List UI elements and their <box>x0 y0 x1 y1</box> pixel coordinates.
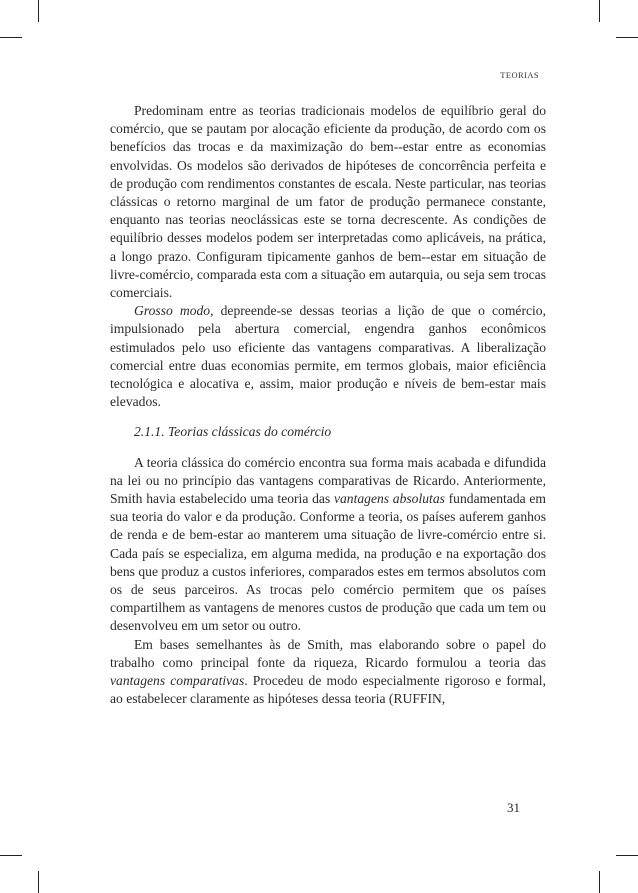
section-heading: 2.1.1. Teorias clássicas do comércio <box>134 424 332 440</box>
italic-term: vantagens absolutas <box>333 491 445 507</box>
paragraph: Predominam entre as teorias tradicionais modelos de equilíbrio geral do comércio, que se pautam por alocação eficiente da produção, de acordo com os benefícios das trocas e da maximização do bem--estar entre as economias envolvidas. Os modelos são derivados de hipóteses de concorrência perfeita e de produção com rendimentos constantes de escala. Neste particular, nas teorias clássicas o retorno marginal de um fator de produção permanece constante, enquanto nas teorias neoclássicas este se torna decrescente. As condições de equilíbrio desses modelos podem ser interpretadas como aplicáveis, na prática, a longo prazo. Configuram tipicamente ganhos de bem--estar em situação de livre-comércio, comparada esta com a situação em autarquia, ou seja sem trocas comerciais. <box>110 103 546 301</box>
paragraph: Grosso modo, depreende-se dessas teorias a lição de que o comércio, impulsionado pela abertura comercial, engendra ganhos econômicos estimulados pelo uso eficiente das vantagens comparativas. A liberalização comercial entre duas economias permite, em termos globais, maior eficiência tecnológica e alocativa e, assim, maior produção e níveis de bem-estar mais elevados. <box>110 303 546 410</box>
crop-mark <box>616 37 638 38</box>
running-header: TEORIAS <box>500 70 539 80</box>
italic-term: Grosso modo <box>134 303 211 319</box>
crop-mark <box>38 0 39 22</box>
crop-mark <box>599 871 600 893</box>
crop-mark <box>0 37 22 38</box>
crop-mark <box>0 855 22 856</box>
paragraph: Em bases semelhantes às de Smith, mas elaborando sobre o papel do trabalho como principal fonte da riqueza, Ricardo formulou a teoria das vantagens comparativas. Procedeu de modo especialmente rigoroso e formal, ao estabelecer claramente as hipóteses dessa teoria (RUFFIN, <box>110 636 546 707</box>
crop-mark <box>616 855 638 856</box>
crop-mark <box>599 0 600 22</box>
crop-mark <box>38 871 39 893</box>
italic-term: vantagens comparativas <box>110 673 245 689</box>
page-number: 31 <box>507 800 520 815</box>
paragraph: A teoria clássica do comércio encontra sua forma mais acabada e difundida na lei ou no princípio das vantagens comparativas de Ricardo. Anteriormente, Smith havia estabelecido uma teoria das vantagens absolutas fundamentada em sua teoria do valor e da produção. Conforme a teoria, os países auferem ganhos de renda e de bem-estar ao manterem uma situação de livre-comércio entre si. Cada país se especializa, em alguma medida, na produção e na exportação dos bens que produz a custos inferiores, comparados estes em termos absolutos com os de seus parceiros. As trocas pelo comércio permitem que os países compartilhem as vantagens de menores custos de produção que cada um tem ou desenvolveu em um setor ou outro. <box>110 454 546 634</box>
body-text <box>110 102 546 709</box>
